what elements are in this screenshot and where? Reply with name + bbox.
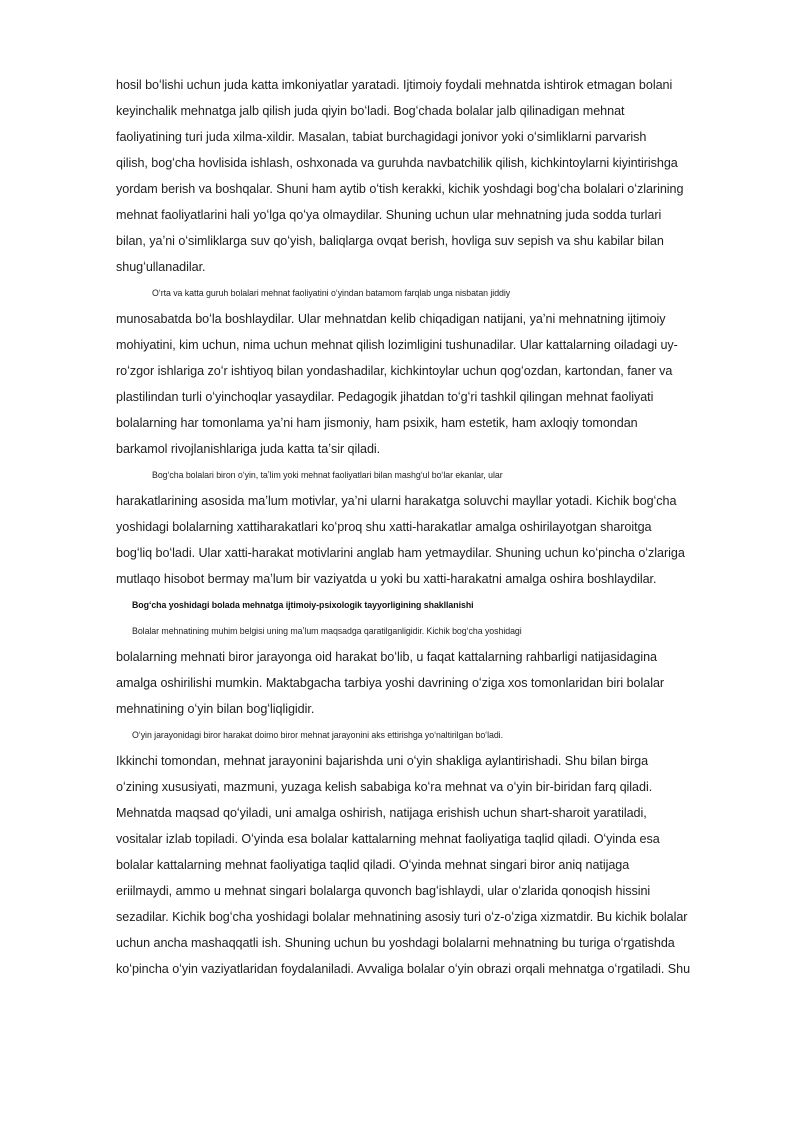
text-line: Ikkinchi tomondan, mehnat jarayonini bajarishda uni oʻyin shakliga aylantirishadi. Shu bilan birga	[116, 754, 649, 768]
text-line: Mehnatda maqsad qoʻyiladi, uni amalga oshirish, natijaga erishish uchun shart-sharoit yaratiladi,	[116, 806, 647, 820]
text-line: faoliyatining turi juda xilma-xildir. Masalan, tabiat burchagidagi jonivor yoki oʻsimliklarni parvarish	[116, 130, 647, 144]
text-line: mehnat faoliyatlarini hali yoʻlga qoʻya olmaydilar. Shuning uchun ular mehnatning juda sodda turlari	[116, 208, 662, 222]
text-line: qilish, bogʻcha hovlisida ishlash, oshxonada va guruhda navbatchilik qilish, kichkintoylarni kiyintirishga	[116, 156, 678, 170]
text-line: mohiyatini, kim uchun, nima uchun mehnat qilish lozimligini tushunadilar. Ular kattalarning oiladagi uy-	[116, 338, 678, 352]
text-line: bolalar kattalarning mehnat faoliyatiga taqlid qiladi. Oʻyinda mehnat singari biror aniq natijaga	[116, 858, 630, 872]
text-line: bolalarning har tomonlama yaʼni ham jismoniy, ham psixik, ham estetik, ham axloqiy tomondan	[116, 416, 638, 430]
text-line: amalga oshirilishi mumkin. Maktabgacha tarbiya yoshi davrining oʻziga xos tomonlaridan biri bolalar	[116, 676, 665, 690]
text-line: bolalarning mehnati biror jarayonga oid harakat boʻlib, u faqat kattalarning rahbarligi natijasidagina	[116, 650, 657, 664]
text-line: keyinchalik mehnatga jalb qilish juda qiyin boʻladi. Bogʻchada bolalar jalb qilinadigan mehnat	[116, 104, 625, 118]
paragraph-first-line: Oʻrta va katta guruh bolalari mehnat faoliyatini oʻyindan batamom farqlab unga nisbatan jiddiy	[152, 288, 511, 298]
text-line: sezadilar. Kichik bogʻcha yoshidagi bolalar mehnatining asosiy turi oʻz-oʻziga xizmatdir. Bu kichik bolalar	[116, 910, 688, 924]
text-line: oʻzining xususiyati, mazmuni, yuzaga kelish sababiga koʻra mehnat va oʻyin bir-biridan farq qiladi.	[116, 780, 653, 794]
text-line: bogʻliq boʻladi. Ular xatti-harakat motivlarini anglab ham yetmaydilar. Shuning uchun koʻpincha oʻzlariga	[116, 546, 685, 560]
text-line: uchun ancha mashaqqatli ish. Shuning uchun bu yoshdagi bolalarni mehnatning bu turiga oʻrgatishda	[116, 936, 675, 950]
text-line: yoshidagi bolalarning xattiharakatlari koʻproq shu xatti-harakatlar amalga oshirilayotgan sharoitga	[116, 520, 652, 534]
text-line: vositalar izlab topiladi. Oʻyinda esa bolalar kattalarning mehnat faoliyatiga taqlid qiladi. Oʻyinda esa	[116, 832, 660, 846]
paragraph-first-line: Bogʻcha bolalari biron oʻyin, taʼlim yoki mehnat faoliyatlari bilan mashgʻul boʻlar ekanlar, ular	[152, 470, 503, 480]
text-line: koʻpincha oʻyin vaziyatlaridan foydalaniladi. Avvaliga bolalar oʻyin obrazi orqali mehnatga oʻrgatiladi. Shu	[116, 962, 691, 976]
text-line: bilan, yaʼni oʻsimliklarga suv qoʻyish, baliqlarga ovqat berish, hovliga suv sepish va shu kabilar bilan	[116, 234, 664, 248]
text-line: shugʻullanadilar.	[116, 260, 206, 274]
paragraph-first-line: Bolalar mehnatining muhim belgisi uning maʼlum maqsadga qaratilganligidir. Kichik bogʻcha yoshidagi	[132, 626, 522, 636]
text-line: plastilindan turli oʻyinchoqlar yasaydilar. Pedagogik jihatdan toʻgʻri tashkil qilingan mehnat faoliyati	[116, 390, 654, 404]
section-heading: Bogʻcha yoshidagi bolada mehnatga ijtimoiy-psixologik tayyorligining shakllanishi	[132, 600, 474, 610]
text-line: roʻzgor ishlariga zoʻr ishtiyoq bilan yondashadilar, kichkintoylar uchun qogʻozdan, kartondan, faner va	[116, 364, 673, 378]
text-line: yordam berish va boshqalar. Shuni ham aytib oʻtish kerakki, kichik yoshdagi bogʻcha bolalari oʻzlarining	[116, 182, 684, 196]
text-line: hosil boʻlishi uchun juda katta imkoniyatlar yaratadi. Ijtimoiy foydali mehnatda ishtirok etmagan bolani	[116, 78, 673, 92]
text-line: harakatlarining asosida maʼlum motivlar, yaʼni ularni harakatga soluvchi mayllar yotadi. Kichik bogʻcha	[116, 494, 677, 508]
paragraph-first-line: Oʻyin jarayonidagi biror harakat doimo biror mehnat jarayonini aks ettirishga yoʻnaltirilgan boʻladi.	[132, 730, 503, 740]
text-line: mehnatining oʻyin bilan bogʻliqligidir.	[116, 702, 315, 716]
text-line: eriilmaydi, ammo u mehnat singari bolalarga quvonch bagʻishlaydi, ular oʻzlarida qonoqish hissini	[116, 884, 651, 898]
text-line: barkamol rivojlanishlariga juda katta taʼsir qiladi.	[116, 442, 381, 456]
text-line: munosabatda boʻla boshlaydilar. Ular mehnatdan kelib chiqadigan natijani, yaʼni mehnatning ijtimoiy	[116, 312, 666, 326]
text-line: mutlaqo hisobot bermay maʼlum bir vaziyatda u yoki bu xatti-harakatni amalga oshira boshlaydilar.	[116, 572, 657, 586]
